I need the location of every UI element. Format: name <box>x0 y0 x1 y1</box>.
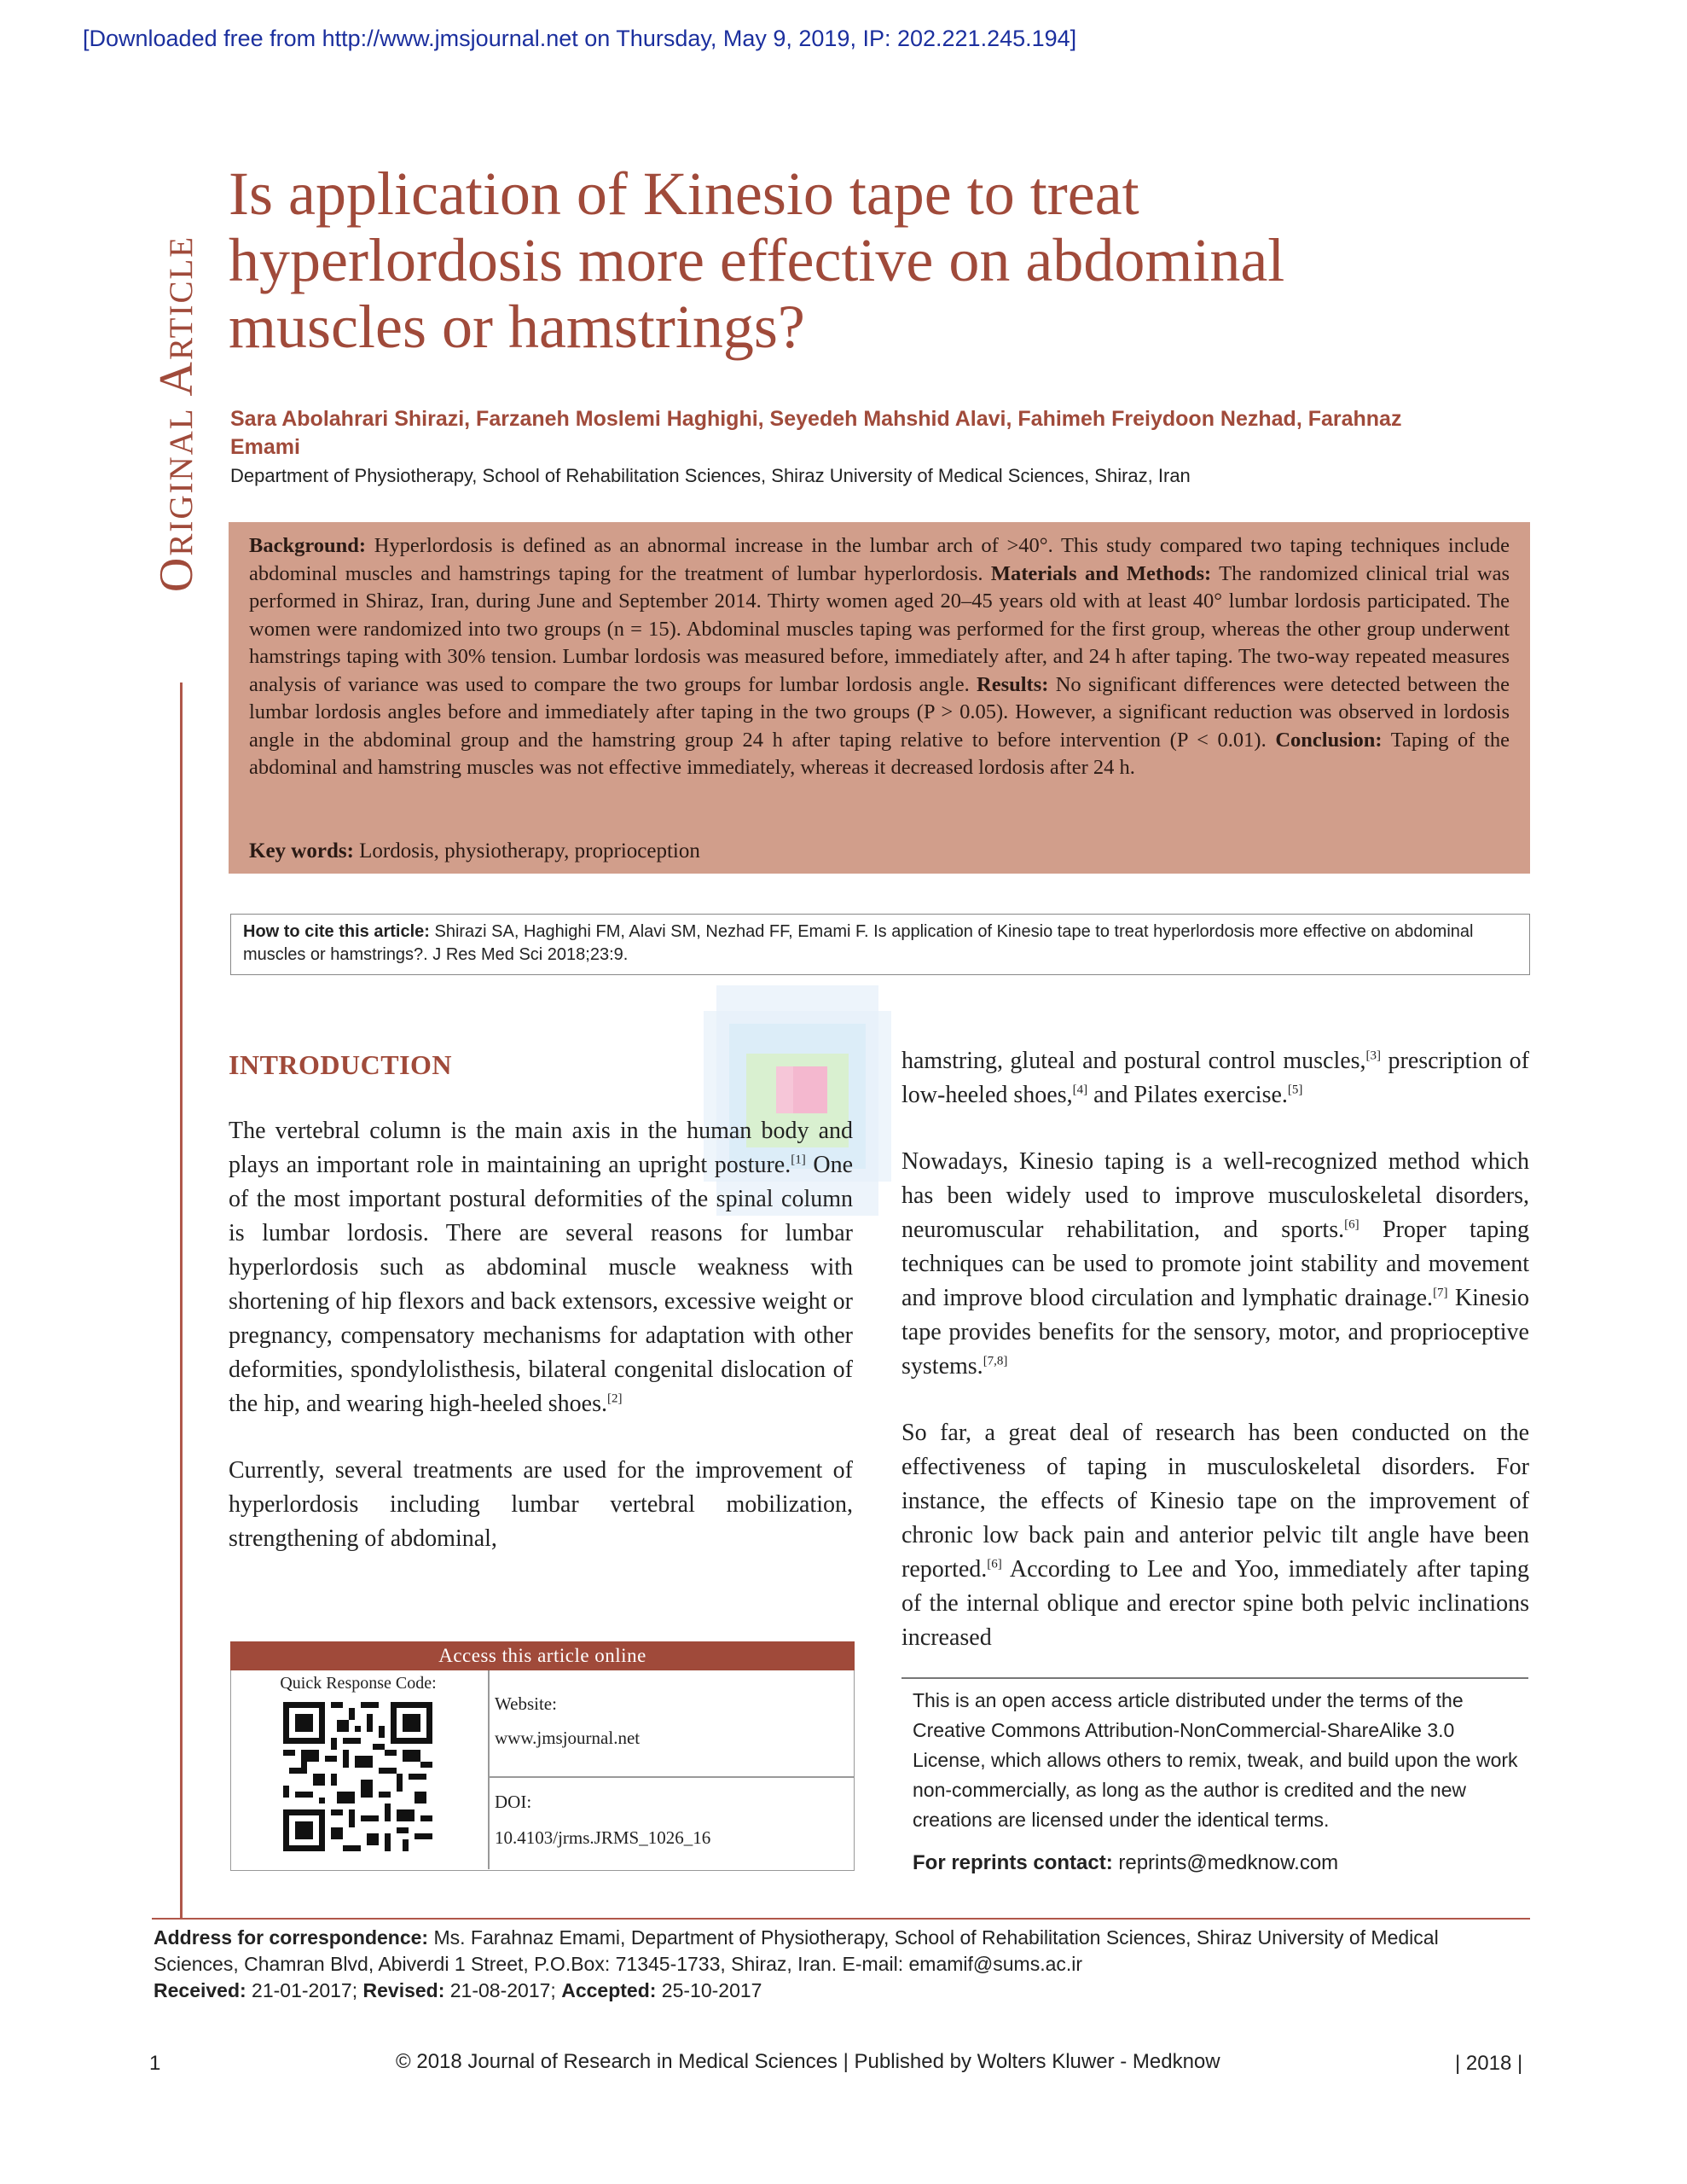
right-column <box>901 1044 1529 1655</box>
text-run: Proper taping techniques can be used to promote joint stability and movement and improve blood circulation and lymphatic drainage. <box>901 1217 1530 1311</box>
download-note: [Downloaded free from http://www.jmsjournal.net on Thursday, May 9, 2019, IP: 202.221.245.194] <box>83 26 1077 51</box>
article-type-text: Original Article <box>150 235 203 593</box>
keywords-text: Lordosis, physiotherapy, proprioception <box>353 839 700 863</box>
citation-ref[interactable]: [7,8] <box>983 1354 1008 1368</box>
access-box-divider <box>488 1670 490 1869</box>
doi-label: DOI: <box>495 1792 532 1812</box>
received-label: Received: <box>154 1979 246 2001</box>
citation-ref[interactable]: [7] <box>1433 1286 1448 1300</box>
citation-ref[interactable]: [1] <box>791 1153 806 1167</box>
article-title: Is application of Kinesio tape to treat hyperlordosis more effective on abdominal muscles or hamstrings? <box>229 160 1285 361</box>
abstract-background: Hyperlordosis is defined as an abnormal increase in the lumbar arch of >40°. This study compared two taping techniques include abdominal muscles and hamstrings taping for the treatment of lumbar hyperlordosis. <box>249 534 1510 585</box>
citation-ref[interactable]: [3] <box>1365 1048 1382 1063</box>
abstract-conclusion: Taping of the abdominal and hamstring muscles was not effective immediately, whereas it decreased lordosis after 24 h. <box>249 728 1510 779</box>
citation-ref[interactable]: [4] <box>1072 1083 1088 1097</box>
abstract-results: No significant differences were detected between the lumbar lordosis angles before and immediately after taping in the two groups (P > 0.05). However, a significant reduction was observed in lordosis angle in the abdominal group and the hamstring group 24 h after taping relative to before intervention (P < 0.01). <box>249 672 1510 752</box>
text-run: One of the most important postural deformities of the spinal column is lumbar lordosis. There are several reasons for lumbar hyperlordosis such as abdominal muscle weakness with shortening of hip flexors and back extensors, excessive weight or pregnancy, compensatory mechanisms for adaptation with other deformities, spondylolisthesis, bilateral congenital dislocation of the hip, and wearing high-heeled shoes. <box>229 1152 853 1417</box>
correspondence-address <box>154 1925 1527 2004</box>
open-access-rule <box>901 1677 1528 1679</box>
open-access-notice: This is an open access article distributed under the terms of the Creative Commons Attribution-NonCommercial-ShareAlike 3.0 License, which allows others to remix, tweak, and build upon the work non-commercially, as long as the author is credited and the new creations are licensed under the identical terms. <box>913 1689 1518 1831</box>
text-run: According to Lee and Yoo, immediately after taping of the internal oblique and erector spine both pelvic inclinations increased <box>901 1556 1529 1651</box>
reprints-contact <box>913 1851 1338 1875</box>
paragraph <box>901 1044 1529 1112</box>
text-run: and Pilates exercise. <box>1087 1082 1288 1108</box>
article-type-label <box>130 166 223 661</box>
abstract-methods: The randomized clinical trial was performed in Shiraz, Iran, during June and September 2014. Thirty women aged 20–45 years old with at least 40° lumbar lordosis participated. The women were randomized into two groups (n = 15). Abdominal muscles taping was performed for the first group, whereas the other group underwent hamstrings taping with 30% tension. Lumbar lordosis was measured before, immediately after, and 24 h after taping. The two-way repeated measures analysis of variance was used to compare the two groups for lumbar lordosis angle. <box>249 561 1510 696</box>
accepted-label: Accepted: <box>561 1979 657 2001</box>
correspondence-label: Address for correspondence: <box>154 1926 429 1949</box>
abstract-conclusion-label: Conclusion: <box>1275 728 1383 752</box>
introduction-heading: INTRODUCTION <box>229 1049 453 1080</box>
side-rule <box>180 682 183 1920</box>
text-run: hamstring, gluteal and postural control muscles, <box>901 1048 1366 1074</box>
citation-ref[interactable]: [6] <box>1344 1217 1359 1232</box>
paragraph: Currently, several treatments are used for the improvement of hyperlordosis including lumbar vertebral mobilization, strengthening of abdominal, <box>229 1457 853 1552</box>
authors: Sara Abolahrari Shirazi, Farzaneh Moslemi Haghighi, Seyedeh Mahshid Alavi, Fahimeh Freiydoon Nezhad, Farahnaz Emami <box>230 407 1402 459</box>
citation-ref[interactable]: [5] <box>1287 1083 1303 1097</box>
citation-text: Shirazi SA, Haghighi FM, Alavi SM, Nezhad FF, Emami F. Is application of Kinesio tape to treat hyperlordosis more effective on abdominal muscles or hamstrings?. J Res Med Sci 2018;23:9. <box>243 922 1474 964</box>
affiliation: Department of Physiotherapy, School of Rehabilitation Sciences, Shiraz University of Medical Sciences, Shiraz, Iran <box>230 465 1191 486</box>
footer-year: | 2018 | <box>1455 2052 1523 2075</box>
accepted-date: 25-10-2017 <box>656 1979 762 2001</box>
paragraph <box>901 1145 1529 1384</box>
citation-ref[interactable]: [2] <box>606 1391 623 1406</box>
keywords <box>249 839 1510 863</box>
received-date: 21-01-2017; <box>246 1979 363 2001</box>
correspondence-text: Ms. Farahnaz Emami, Department of Physiotherapy, School of Rehabilitation Sciences, Shiraz University of Medical Sciences, Chamran Blvd, Abiverdi 1 Street, P.O.Box: 71345-1733, Shiraz, Iran. E-mail: emamif@sums.ac.ir <box>154 1926 1439 1975</box>
abstract <box>249 532 1510 782</box>
revised-label: Revised: <box>362 1979 445 2001</box>
text-run: The vertebral column is the main axis in the human body and plays an important role in maintaining an upright posture. <box>229 1118 853 1178</box>
website-link[interactable]: www.jmsjournal.net <box>495 1728 641 1748</box>
citation-label: How to cite this article: <box>243 922 430 941</box>
text-run: So far, a great deal of research has been conducted on the effectiveness of taping in musculoskeletal disorders. For instance, the effects of Kinesio tape on the improvement of chronic low back pain and anterior pelvic tilt angle have been reported. <box>901 1420 1529 1583</box>
copyright-notice: © 2018 Journal of Research in Medical Sciences | Published by Wolters Kluwer - Medknow <box>396 2050 1220 2073</box>
abstract-background-label: Background: <box>249 534 367 557</box>
citation-ref[interactable]: [6] <box>987 1557 1002 1571</box>
text-run: Nowadays, Kinesio taping is a well-recognized method which has been widely used to improve musculoskeletal disorders, neuromuscular rehabilitation, and sports. <box>901 1148 1529 1243</box>
paragraph <box>229 1114 853 1421</box>
qr-code-icon[interactable] <box>283 1702 432 1851</box>
keywords-label: Key words: <box>249 839 354 863</box>
access-online-header: Access this article online <box>230 1641 855 1670</box>
paragraph <box>901 1416 1529 1655</box>
text-run: Kinesio tape provides benefits for the sensory, motor, and proprioceptive systems. <box>901 1285 1530 1380</box>
page-number: 1 <box>149 2052 161 2075</box>
left-column <box>229 1114 853 1589</box>
text-run: prescription of low-heeled shoes, <box>901 1048 1529 1108</box>
citation <box>243 921 1518 967</box>
qr-code-label: Quick Response Code: <box>280 1674 437 1693</box>
reprints-label: For reprints contact: <box>913 1851 1113 1874</box>
access-box-divider <box>488 1776 855 1778</box>
revised-date: 21-08-2017; <box>444 1979 562 2001</box>
doi-link[interactable]: 10.4103/jrms.JRMS_1026_16 <box>495 1827 711 1848</box>
abstract-results-label: Results: <box>977 672 1049 696</box>
abstract-methods-label: Materials and Methods: <box>990 561 1212 585</box>
reprints-email[interactable]: reprints@medknow.com <box>1112 1851 1339 1874</box>
website-label: Website: <box>495 1693 557 1714</box>
footer-rule <box>152 1918 1530 1920</box>
